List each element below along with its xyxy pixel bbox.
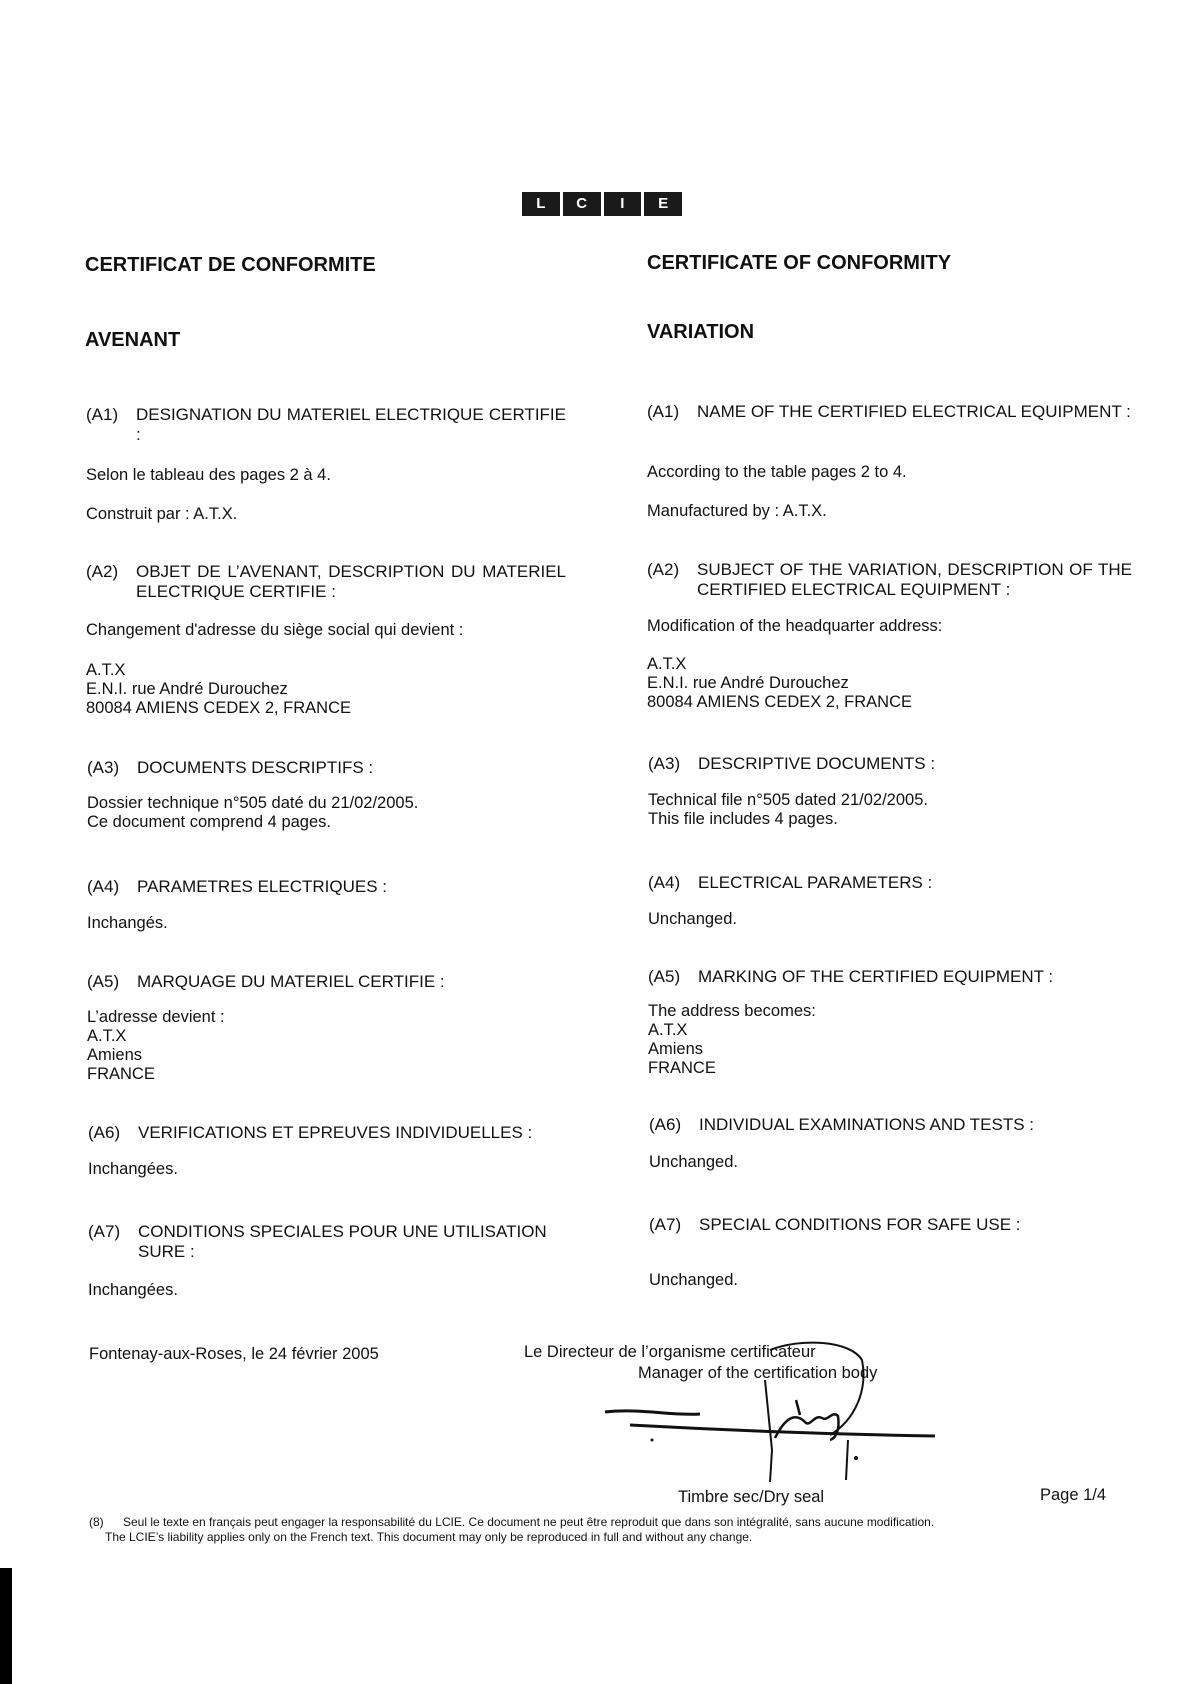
section-title: NAME OF THE CERTIFIED ELECTRICAL EQUIPMENT : (697, 402, 1131, 421)
section-a1-en (647, 402, 1132, 422)
a2-address-fr: A.T.X E.N.I. rue André Durouchez 80084 AMIENS CEDEX 2, FRANCE (86, 661, 352, 717)
section-a6-en (649, 1115, 1134, 1135)
section-a4-fr (87, 877, 567, 897)
lcie-logo (522, 192, 682, 216)
section-title: VERIFICATIONS ET EPREUVES INDIVIDUELLES : (138, 1123, 533, 1142)
title-fr: CERTIFICAT DE CONFORMITE (85, 254, 376, 276)
director-en: Manager of the certification body (638, 1364, 878, 1382)
footnote-en: The LCIE’s liability applies only on the French text. This document may only be reproduced in full and without any change. (105, 1530, 753, 1544)
place-date: Fontenay-aux-Roses, le 24 février 2005 (89, 1345, 379, 1363)
section-code: (A3) (648, 754, 681, 773)
subtitle-en: VARIATION (647, 321, 755, 343)
section-title: PARAMETRES ELECTRIQUES : (137, 877, 388, 896)
subtitle-fr: AVENANT (85, 329, 181, 351)
a1-manufacturer-fr: Construit par : A.T.X. (86, 505, 238, 523)
section-title: SUBJECT OF THE VARIATION, DESCRIPTION OF THE CERTIFIED ELECTRICAL EQUIPMENT : (697, 560, 1132, 599)
section-a2-fr (86, 562, 566, 602)
section-code: (A6) (649, 1115, 682, 1134)
footnote-fr: Seul le texte en français peut engager la responsabilité du LCIE. Ce document ne peut être reproduit que dans son intégralité, sans aucune modification. (123, 1515, 935, 1529)
section-code: (A7) (88, 1222, 121, 1241)
logo-letter: C (576, 195, 588, 212)
section-code: (A3) (87, 758, 120, 777)
a2-address-en: A.T.X E.N.I. rue André Durouchez 80084 AMIENS CEDEX 2, FRANCE (647, 655, 913, 711)
section-a3-fr (87, 758, 567, 778)
a2-text-fr: Changement d'adresse du siège social qui devient : (86, 621, 464, 639)
a6-text-en: Unchanged. (649, 1153, 738, 1171)
section-a5-fr (87, 972, 567, 992)
a1-text-en: According to the table pages 2 to 4. (647, 463, 907, 481)
section-title: ELECTRICAL PARAMETERS : (698, 873, 933, 892)
section-a7-en (649, 1215, 1134, 1235)
page-number: Page 1/4 (1040, 1486, 1107, 1504)
title-en: CERTIFICATE OF CONFORMITY (647, 252, 952, 274)
a5-text-fr: L’adresse devient : A.T.X Amiens FRANCE (87, 1008, 225, 1083)
a4-text-en: Unchanged. (648, 910, 737, 928)
a1-text-fr: Selon le tableau des pages 2 à 4. (86, 466, 331, 484)
section-code: (A5) (648, 967, 681, 986)
a3-text-fr: Dossier technique n°505 daté du 21/02/2005. Ce document comprend 4 pages. (87, 794, 419, 831)
logo-letter: E (658, 195, 669, 212)
section-code: (A7) (649, 1215, 682, 1234)
logo-letter: I (620, 195, 625, 212)
a1-manufacturer-en: Manufactured by : A.T.X. (647, 502, 827, 520)
section-title: DOCUMENTS DESCRIPTIFS : (137, 758, 374, 777)
section-a6-fr (88, 1123, 568, 1143)
logo-letter: L (536, 195, 546, 212)
a7-text-en: Unchanged. (649, 1271, 738, 1289)
section-title: MARKING OF THE CERTIFIED EQUIPMENT : (698, 967, 1054, 986)
section-a2-en (647, 560, 1132, 600)
section-title: INDIVIDUAL EXAMINATIONS AND TESTS : (699, 1115, 1035, 1134)
section-code: (A2) (647, 560, 680, 579)
section-code: (A1) (86, 405, 119, 424)
section-code: (A5) (87, 972, 120, 991)
a2-text-en: Modification of the headquarter address: (647, 617, 943, 635)
footnote-marker: (8) (89, 1515, 104, 1529)
section-title: DESCRIPTIVE DOCUMENTS : (698, 754, 936, 773)
signature (600, 1330, 940, 1485)
section-code: (A6) (88, 1123, 121, 1142)
section-title: SPECIAL CONDITIONS FOR SAFE USE : (699, 1215, 1021, 1234)
a7-text-fr: Inchangées. (88, 1281, 178, 1299)
section-title: MARQUAGE DU MATERIEL CERTIFIE : (137, 972, 445, 991)
section-title: CONDITIONS SPECIALES POUR UNE UTILISATION SURE : (138, 1222, 547, 1261)
section-a1-fr (86, 405, 566, 445)
section-a3-en (648, 754, 1133, 774)
section-title: OBJET DE L’AVENANT, DESCRIPTION DU MATERIEL ELECTRIQUE CERTIFIE : (136, 562, 566, 601)
scan-edge-mark (0, 1568, 12, 1684)
section-code: (A2) (86, 562, 119, 581)
a6-text-fr: Inchangées. (88, 1160, 178, 1178)
a3-text-en: Technical file n°505 dated 21/02/2005. This file includes 4 pages. (648, 791, 928, 828)
section-code: (A1) (647, 402, 680, 421)
section-a5-en (648, 967, 1133, 987)
section-title: DESIGNATION DU MATERIEL ELECTRIQUE CERTIFIE : (136, 405, 566, 444)
section-a4-en (648, 873, 1133, 893)
a5-text-en: The address becomes: A.T.X Amiens FRANCE (648, 1002, 816, 1077)
section-a7-fr (88, 1222, 608, 1262)
dry-seal-label: Timbre sec/Dry seal (678, 1488, 825, 1506)
director-fr: Le Directeur de l’organisme certificateur (524, 1343, 816, 1361)
a4-text-fr: Inchangés. (87, 914, 168, 932)
footnote (89, 1515, 1089, 1545)
section-code: (A4) (87, 877, 120, 896)
section-code: (A4) (648, 873, 681, 892)
